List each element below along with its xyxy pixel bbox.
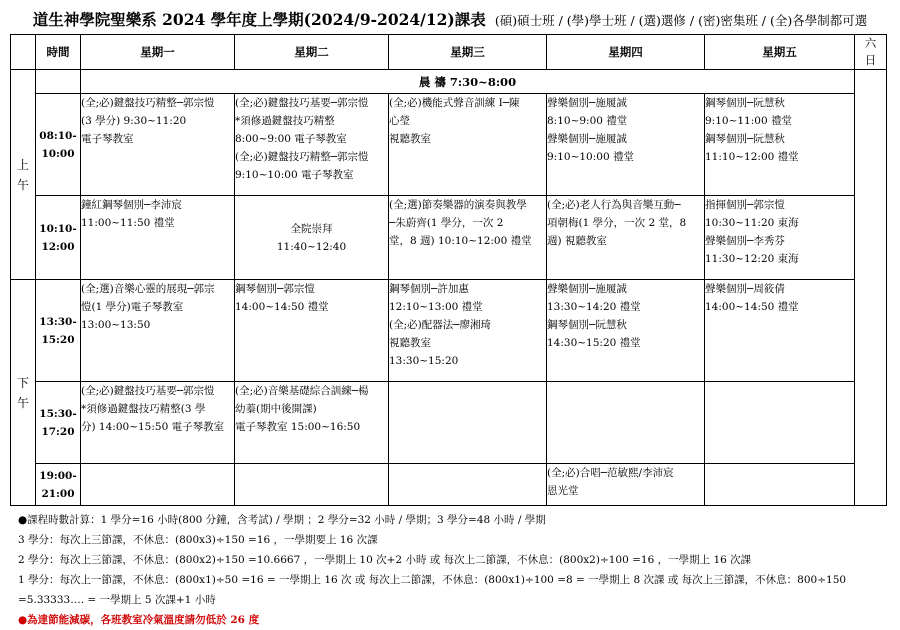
empty-cell <box>705 382 855 464</box>
time-slot-3 <box>36 280 81 382</box>
schedule-row-3 <box>11 280 887 382</box>
worship-title: 全院崇拜 <box>290 222 333 235</box>
time-start: 13:30- <box>39 315 77 328</box>
schedule-row-2 <box>11 196 887 280</box>
class-cell <box>705 280 855 382</box>
morning-prayer-row <box>11 70 887 94</box>
morning-empty-time <box>36 70 81 94</box>
weekend-header <box>855 35 887 70</box>
worship-time: 11:40~12:40 <box>276 240 347 253</box>
course-detail: 項朝梅(1 學分，一次 2 堂，8 <box>547 217 687 229</box>
course-title: (全;選)音樂心靈的展現─郭宗 <box>81 283 215 295</box>
class-cell <box>81 196 235 280</box>
time-end: 10:00 <box>41 147 75 160</box>
course-detail: 13:30~15:20 <box>389 355 459 367</box>
empty-cell <box>235 464 389 506</box>
course-detail: 視聽教室 <box>389 337 431 349</box>
energy-saving-note: ●為達節能減碳，各班教室冷氣溫度請勿低於 26 度 <box>18 614 260 626</box>
class-cell <box>547 280 705 382</box>
note-line: ●課程時數計算：1 學分=16 小時(800 分鐘，含考試) / 學期 ；2 學分=32 小時 / 學期；3 學分=48 小時 / 學期 <box>18 514 546 526</box>
course-title: (全;必)音樂基礎綜合訓練─楊 <box>235 385 369 397</box>
weekend-sat: 六 <box>864 36 877 50</box>
course-detail: 14:00~14:50 禮堂 <box>705 301 799 313</box>
day-header-tue: 星期二 <box>235 35 389 70</box>
title-legend: (碩)碩士班 / (學)學士班 / (選)選修 / (密)密集班 / (全)各學制都可選 <box>494 13 868 28</box>
empty-cell <box>81 464 235 506</box>
time-slot-4 <box>36 382 81 464</box>
time-end: 17:20 <box>41 425 75 438</box>
class-cell <box>235 94 389 196</box>
course-detail: 電子琴教室 15:00~16:50 <box>235 421 361 433</box>
day-header-mon: 星期一 <box>81 35 235 70</box>
course-title: (全;必)合唱─范敏熙/李沛宸 <box>547 467 674 479</box>
course-detail: 11:30~12:20 東海 <box>705 253 799 265</box>
course-detail: *須修過鍵盤技巧精整(3 學 <box>81 403 206 415</box>
course-title: 聲樂個別─施履誠 <box>547 133 627 145</box>
time-end: 12:00 <box>41 240 75 253</box>
course-detail: 視聽教室 <box>389 133 431 145</box>
course-detail: 9:10~10:00 電子琴教室 <box>235 169 354 181</box>
empty-cell <box>389 464 547 506</box>
pm-label <box>11 280 36 506</box>
course-title: (全;必)鍵盤技巧精整─郭宗愷 <box>81 97 215 109</box>
title-main: 道生神學院聖樂系 2024 學年度上學期(2024/9-2024/12)課表 <box>32 10 486 29</box>
course-detail: 愷(1 學分)電子琴教室 <box>81 301 184 313</box>
schedule-table <box>10 34 887 506</box>
header-row <box>11 35 887 70</box>
course-detail: 電子琴教室 <box>81 133 134 145</box>
time-end: 21:00 <box>41 487 75 500</box>
morning-prayer: 晨 禱 7:30~8:00 <box>81 70 855 94</box>
course-detail: 9:10~11:00 禮堂 <box>705 115 792 127</box>
class-cell <box>235 382 389 464</box>
corner-cell <box>11 35 36 70</box>
course-detail: 分) 14:00~15:50 電子琴教室 <box>81 421 225 433</box>
course-detail: 10:30~11:20 東海 <box>705 217 799 229</box>
course-detail: 11:00~11:50 禮堂 <box>81 217 175 229</box>
time-header: 時間 <box>36 35 81 70</box>
empty-cell <box>389 382 547 464</box>
course-detail: 14:00~14:50 禮堂 <box>235 301 329 313</box>
pm-label-2: 午 <box>16 395 29 410</box>
time-end: 15:20 <box>41 333 75 346</box>
note-line: 1 學分：每次上一節課，不休息：(800x1)÷50 =16 = 一學期上 16 次 或 每次上二節課，不休息：(800x1)÷100 =8 = 一學期上 8 次課 或 每次上三節課，不休息：800÷150 <box>18 574 847 586</box>
course-title: 聲樂個別─周筱倩 <box>705 283 785 295</box>
course-detail: 9:10~10:00 禮堂 <box>547 151 634 163</box>
am-label <box>11 70 36 280</box>
weekend-sun: 日 <box>864 53 877 67</box>
time-start: 08:10- <box>39 129 77 142</box>
course-title: (全;必)老人行為與音樂互動─ <box>547 199 681 211</box>
day-header-wed: 星期三 <box>389 35 547 70</box>
class-cell <box>235 280 389 382</box>
course-title: (全;選)節奏樂器的演奏與教學 <box>389 199 527 211</box>
class-cell <box>705 196 855 280</box>
course-detail: *須修過鍵盤技巧精整 <box>235 115 335 127</box>
course-detail: 12:10~13:00 禮堂 <box>389 301 483 313</box>
course-title: (全;必)鍵盤技巧基要─郭宗愷 <box>235 97 369 109</box>
class-cell <box>81 280 235 382</box>
empty-cell <box>547 382 705 464</box>
notes-section <box>18 510 888 630</box>
am-label-1: 上 <box>16 157 29 172</box>
course-title: (全;必)配器法─廖湘琦 <box>389 319 492 331</box>
class-cell <box>705 94 855 196</box>
class-cell <box>547 196 705 280</box>
schedule-row-1 <box>11 94 887 196</box>
schedule-row-4 <box>11 382 887 464</box>
course-detail: 13:30~14:20 禮堂 <box>547 301 641 313</box>
worship-cell <box>235 196 389 280</box>
course-detail: 13:00~13:50 <box>81 319 151 331</box>
time-start: 10:10- <box>39 222 77 235</box>
course-title: 鋼琴個別─郭宗愷 <box>235 283 315 295</box>
course-title: (全;必)鍵盤技巧精整─郭宗愷 <box>235 151 369 163</box>
time-start: 15:30- <box>39 407 77 420</box>
class-cell <box>389 94 547 196</box>
class-cell <box>81 94 235 196</box>
course-detail: 週) 視聽教室 <box>547 235 607 247</box>
am-label-2: 午 <box>16 177 29 192</box>
class-cell <box>547 94 705 196</box>
course-title: 鐘紅鋼琴個別─李沛宸 <box>81 199 182 211</box>
note-line: 2 學分：每次上三節課，不休息：(800x2)÷150 =10.6667 ，一學期上 10 次+2 小時 或 每次上二節課，不休息：(800x2)÷100 =16 ，一學期上 16 次課 <box>18 554 752 566</box>
course-title: 指揮個別─郭宗愷 <box>705 199 785 211</box>
course-detail: 心瑩 <box>389 115 410 127</box>
day-header-thu: 星期四 <box>547 35 705 70</box>
class-cell <box>81 382 235 464</box>
course-detail: 14:30~15:20 禮堂 <box>547 337 641 349</box>
time-slot-2 <box>36 196 81 280</box>
course-title: 聲樂個別─李秀芬 <box>705 235 785 247</box>
class-cell <box>389 280 547 382</box>
course-title: 聲樂個別─施履誠 <box>547 97 627 109</box>
course-detail: 幼蓁(期中後開課) <box>235 403 317 415</box>
time-slot-1 <box>36 94 81 196</box>
schedule-row-5 <box>11 464 887 506</box>
time-slot-5 <box>36 464 81 506</box>
course-detail: 8:00~9:00 電子琴教室 <box>235 133 347 145</box>
course-detail: 堂，8 週) 10:10~12:00 禮堂 <box>389 235 532 247</box>
empty-cell <box>705 464 855 506</box>
note-line: =5.33333…. = 一學期上 5 次課+1 小時 <box>18 594 216 606</box>
note-line: 3 學分：每次上三節課，不休息：(800x3)÷150 =16 ，一學期要上 16 次課 <box>18 534 378 546</box>
course-title: 聲樂個別─施履誠 <box>547 283 627 295</box>
class-cell <box>389 196 547 280</box>
pm-label-1: 下 <box>16 375 29 390</box>
course-title: 鋼琴個別─阮慧秋 <box>705 97 785 109</box>
course-title: 鋼琴個別─許加惠 <box>389 283 469 295</box>
course-title: 鋼琴個別─阮慧秋 <box>547 319 627 331</box>
time-start: 19:00- <box>39 469 77 482</box>
course-detail: 11:10~12:00 禮堂 <box>705 151 799 163</box>
class-cell <box>547 464 705 506</box>
course-detail: (3 學分) 9:30~11:20 <box>81 115 187 127</box>
weekend-column <box>855 70 887 506</box>
course-detail: ─朱蔚齊(1 學分，一次 2 <box>389 217 504 229</box>
day-header-fri: 星期五 <box>705 35 855 70</box>
course-detail: 8:10~9:00 禮堂 <box>547 115 628 127</box>
course-title: 鋼琴個別─阮慧秋 <box>705 133 785 145</box>
document-title <box>0 8 900 32</box>
course-title: (全;必)機能式聲音訓練 I─陳 <box>389 97 520 109</box>
course-detail: 恩光堂 <box>547 485 579 497</box>
course-title: (全;必)鍵盤技巧基要─郭宗愷 <box>81 385 215 397</box>
